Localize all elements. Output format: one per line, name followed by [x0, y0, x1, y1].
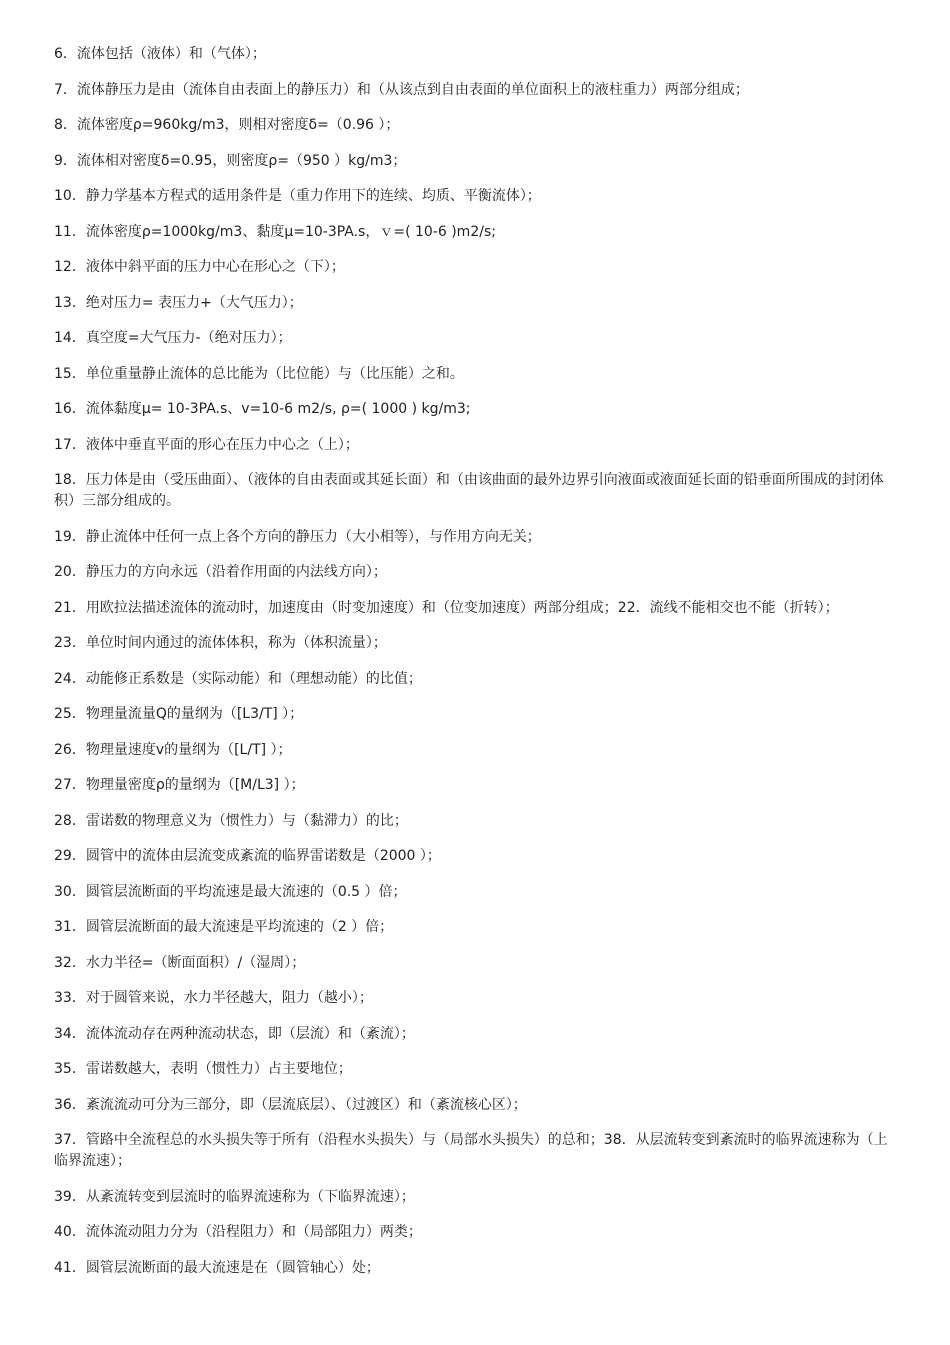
line-16: 16．流体黏度μ= 10-3PA.s、v=10-6 m2/s, ρ=( 1000 ) kg/m3;: [54, 401, 471, 417]
line-27: 27．物理量密度ρ的量纲为（[M/L3] ）；: [54, 777, 305, 793]
line-10: 10．静力学基本方程式的适用条件是（重力作用下的连续、均质、平衡流体）；: [54, 188, 541, 204]
line-36: 36．紊流流动可分为三部分，即（层流底层）、（过渡区）和（紊流核心区）；: [54, 1096, 527, 1113]
line-35: 35．雷诺数越大，表明（惯性力）占主要地位；: [54, 1061, 352, 1077]
line-39: 39．从紊流转变到层流时的临界流速称为（下临界流速）；: [54, 1188, 415, 1205]
line-06: 6．流体包括（液体）和（气体）；: [54, 46, 266, 62]
line-19: 19．静止流体中任何一点上各个方向的静压力（大小相等），与作用方向无关；: [54, 528, 541, 545]
line-13: 13．绝对压力= 表压力+（大气压力）；: [54, 294, 303, 311]
line-07: 7．流体静压力是由（流体自由表面上的静压力）和（从该点到自由表面的单位面积上的液柱重力）两部分组成；: [54, 81, 749, 98]
line-28: 28．雷诺数的物理意义为（惯性力）与（黏滞力）的比；: [54, 812, 408, 829]
line-09: 9．流体相对密度δ=0.95，则密度ρ=（950 ）kg/m3；: [54, 152, 407, 169]
line-32: 32．水力半径=（断面面积）/（湿周）；: [54, 954, 306, 971]
line-31: 31．圆管层流断面的最大流速是平均流速的（2 ）倍；: [54, 919, 394, 935]
line-15: 15．单位重量静止流体的总比能为（比位能）与（比压能）之和。: [54, 365, 464, 382]
line-30: 30．圆管层流断面的平均流速是最大流速的（0.5 ）倍；: [54, 883, 407, 900]
line-29: 29．圆管中的流体由层流变成紊流的临界雷诺数是（2000 ）；: [54, 848, 441, 864]
line-20: 20．静压力的方向永远（沿着作用面的内法线方向）；: [54, 564, 387, 580]
line-12: 12．液体中斜平面的压力中心在形心之（下）；: [54, 259, 345, 275]
line-24: 24．动能修正系数是（实际动能）和（理想动能）的比值；: [54, 670, 422, 687]
line-17: 17．液体中垂直平面的形心在压力中心之（上）；: [54, 436, 359, 453]
line-26: 26．物理量速度v的量纲为（[L/T] ）；: [54, 741, 292, 758]
line-08: 8．流体密度ρ=960kg/m3，则相对密度δ=（0.96 ）；: [54, 117, 400, 133]
line-41: 41．圆管层流断面的最大流速是在（圆管轴心）处；: [54, 1259, 380, 1276]
line-18: 18．压力体是由（受压曲面）、（液体的自由表面或其延长面）和（由该曲面的最外边界引向液面或液面延长面的铅垂面所围成的封闭体积）三部分组成的。: [54, 472, 884, 509]
line-33: 33．对于圆管来说，水力半径越大，阻力（越小）；: [54, 990, 373, 1006]
line-40: 40．流体流动阻力分为（沿程阻力）和（局部阻力）两类；: [54, 1224, 422, 1240]
line-11: 11．流体密度ρ=1000kg/m3、黏度μ=10-3PA.s，ｖ=( 10-6 )m2/s;: [54, 223, 496, 240]
line-37-38: 37．管路中全流程总的水头损失等于所有（沿程水头损失）与（局部水头损失）的总和；38．从层流转变到紊流时的临界流速称为（上临界流速）；: [54, 1132, 888, 1169]
line-23: 23．单位时间内通过的流体体积，称为（体积流量）；: [54, 635, 387, 651]
line-14: 14．真空度=大气压力-（绝对压力）；: [54, 330, 292, 346]
line-21-22: 21．用欧拉法描述流体的流动时，加速度由（时变加速度）和（位变加速度）两部分组成；22．流线不能相交也不能（折转）；: [54, 599, 839, 616]
line-34: 34．流体流动存在两种流动状态，即（层流）和（紊流）；: [54, 1025, 415, 1042]
document-page: [54, 44, 896, 1293]
line-25: 25．物理量流量Q的量纲为（[L3/T] ）；: [54, 706, 304, 722]
